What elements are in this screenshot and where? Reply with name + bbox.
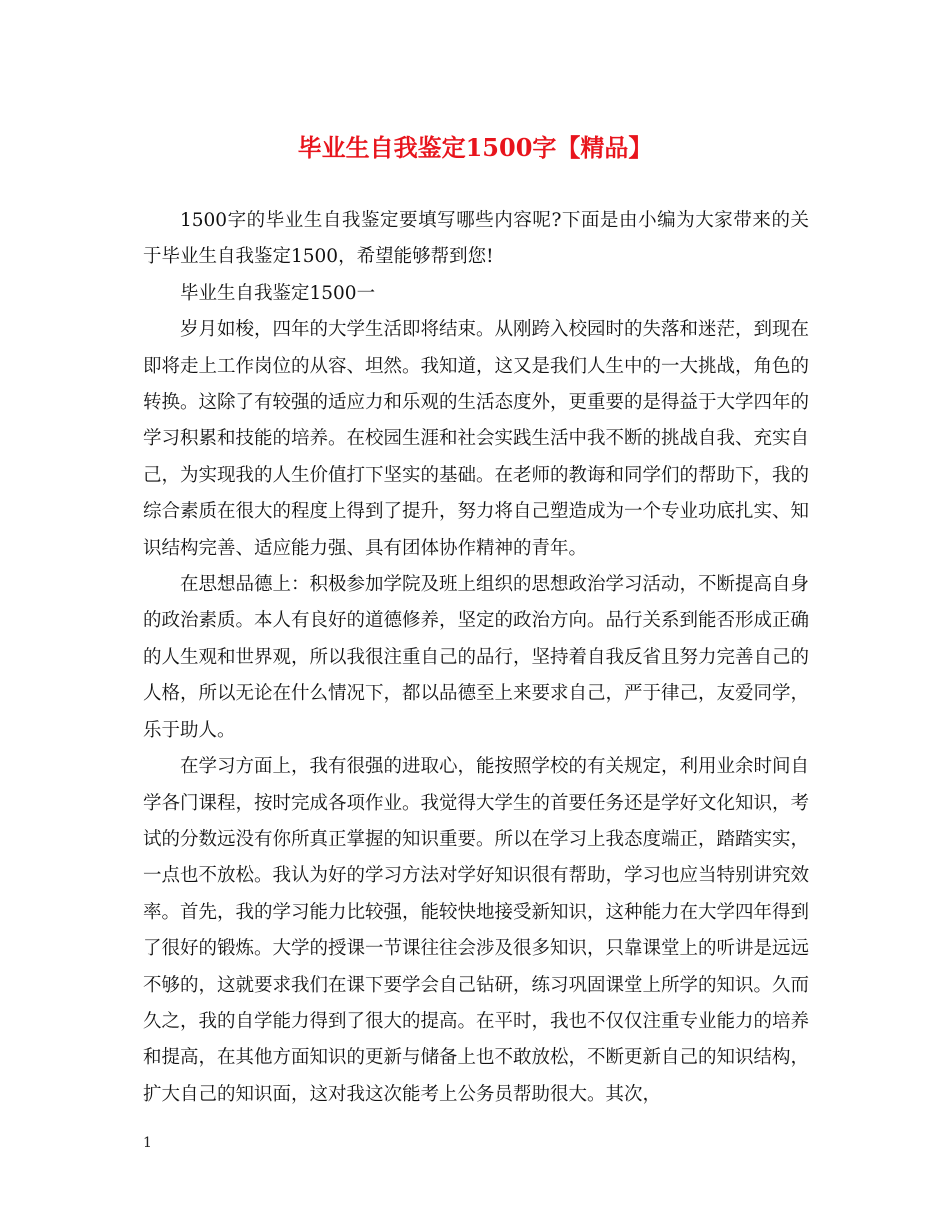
intro-paragraph: 1500字的毕业生自我鉴定要填写哪些内容呢?下面是由小编为大家带来的关于毕业生自我鉴定1500，希望能够帮到您! (143, 210, 809, 268)
document-body (143, 203, 809, 1113)
body-paragraph: 在思想品德上：积极参加学院及班上组织的思想政治学习活动，不断提高自身的政治素质。本人有良好的道德修养，坚定的政治方向。品行关系到能否形成正确的人生观和世界观，所以我很注重自己的品行，坚持着自我反省且努力完善自己的人格，所以无论在什么情况下，都以品德至上来要求自己，严于律己，友爱同学，乐于助人。 (143, 574, 810, 741)
document-title: 毕业生自我鉴定1500字【精品】 (297, 133, 653, 162)
section-heading: 毕业生自我鉴定1500一 (180, 282, 376, 304)
body-paragraph: 在学习方面上，我有很强的进取心，能按照学校的有关规定，利用业余时间自学各门课程，按时完成各项作业。我觉得大学生的首要任务还是学好文化知识，考试的分数远没有你所真正掌握的知识重要。所以在学习上我态度端正，踏踏实实，一点也不放松。我认为好的学习方法对学好知识很有帮助，学习也应当特别讲究效率。首先，我的学习能力比较强，能较快地接受新知识，这种能力在大学四年得到了很好的锻炼。大学的授课一节课往往会涉及很多知识，只靠课堂上的听讲是远远不够的，这就要求我们在课下要学会自己钻研，练习巩固课堂上所学的知识。久而久之，我的自学能力得到了很大的提高。在平时，我也不仅仅注重专业能力的培养和提高，在其他方面知识的更新与储备上也不敢放松，不断更新自己的知识结构，扩大自己的知识面，这对我这次能考上公务员帮助很大。其次， (143, 756, 810, 1105)
page-number: 1 (143, 1135, 152, 1151)
body-paragraph: 岁月如梭，四年的大学生活即将结束。从刚跨入校园时的失落和迷茫，到现在即将走上工作岗位的从容、坦然。我知道，这又是我们人生中的一大挑战，角色的转换。这除了有较强的适应力和乐观的生活态度外，更重要的是得益于大学四年的学习积累和技能的培养。在校园生涯和社会实践生活中我不断的挑战自我、充实自己，为实现我的人生价值打下坚实的基础。在老师的教诲和同学们的帮助下，我的综合素质在很大的程度上得到了提升，努力将自己塑造成为一个专业功底扎实、知识结构完善、适应能力强、具有团体协作精神的青年。 (143, 319, 810, 559)
